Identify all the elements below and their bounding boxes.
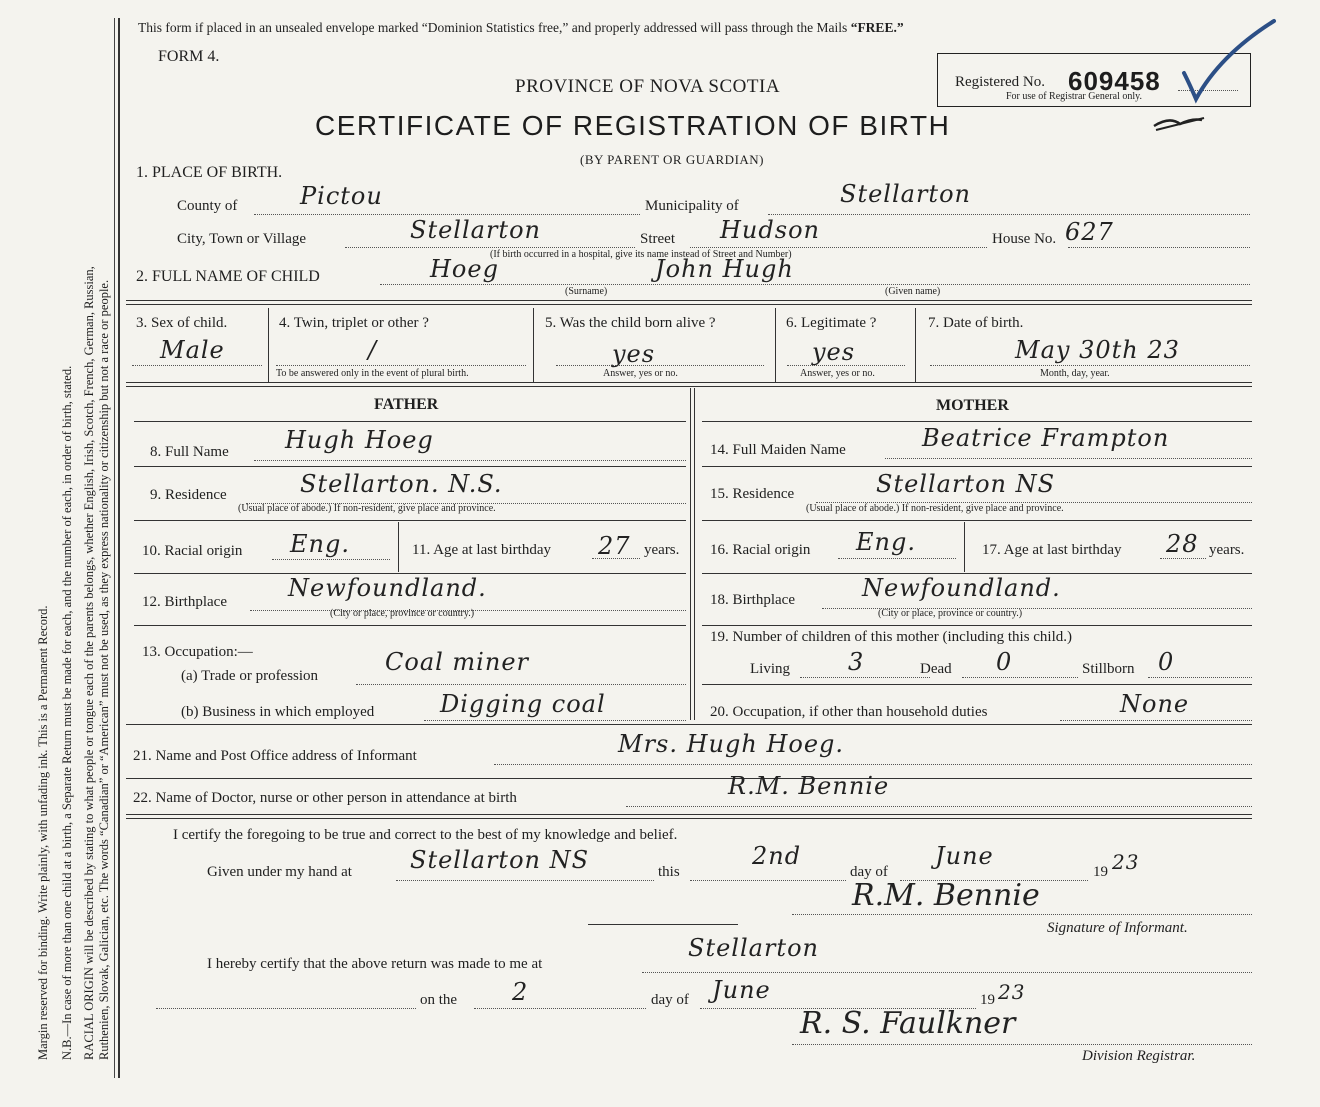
certify-statement: I certify the foregoing to be true and correct to the best of my knowledge and belief. [173, 827, 678, 843]
mother-residence-note: (Usual place of abode.) If non-resident, give place and province. [806, 503, 1064, 514]
registrar-note: For use of Registrar General only. [1006, 91, 1142, 102]
doctor-label: 22. Name of Doctor, nurse or other person in attendance at birth [133, 790, 517, 806]
registrar-place-value: Stellarton [688, 934, 819, 962]
mail-notice-text: This form if placed in an unsealed envelope marked “Dominion Statistics free,” and properly addressed will pass through the Mails [138, 20, 848, 35]
informant-label: 21. Name and Post Office address of Informant [133, 748, 417, 764]
municipality-label: Municipality of [645, 198, 739, 214]
birth-date-label: 7. Date of birth. [928, 315, 1024, 331]
father-heading: FATHER [374, 396, 439, 413]
municipality-value: Stellarton [840, 180, 971, 208]
father-business-value: Digging coal [440, 690, 606, 718]
alive-value: yes [612, 340, 656, 368]
father-business-label: (b) Business in which employed [181, 704, 375, 720]
stillborn-label: Stillborn [1082, 661, 1135, 677]
street-value: Hudson [720, 216, 820, 244]
mother-race-label: 16. Racial origin [710, 542, 811, 558]
mother-occupation-label: 20. Occupation, if other than household duties [710, 704, 988, 720]
given-month-value: June [935, 842, 994, 870]
dead-label: Dead [920, 661, 952, 677]
page-title: CERTIFICATE OF REGISTRATION OF BIRTH [315, 110, 951, 141]
birth-date-note: Month, day, year. [1040, 368, 1110, 379]
margin-rule-inner [118, 18, 120, 1078]
alive-note: Answer, yes or no. [603, 368, 678, 379]
mail-notice-free: “FREE.” [850, 20, 904, 35]
county-label: County of [177, 198, 238, 214]
mother-residence-value: Stellarton NS [876, 470, 1056, 498]
informant-value: Mrs. Hugh Hoeg. [618, 730, 845, 758]
twin-note: To be answered only in the event of plural birth. [276, 368, 469, 379]
child-surname: Hoeg [430, 255, 499, 283]
registrar-statement: I hereby certify that the above return was made to me at [207, 956, 543, 972]
margin-note-nb: N.B.—In case of more than one child at a birth, a Separate Return must be made for each, and the number of each, in order of birth, stated. [60, 365, 74, 1060]
mother-birthplace-label: 18. Birthplace [710, 592, 795, 608]
father-residence-label: 9. Residence [150, 487, 227, 503]
father-name-value: Hugh Hoeg [285, 426, 434, 454]
sex-label: 3. Sex of child. [136, 315, 228, 331]
mother-name-label: 14. Full Maiden Name [710, 442, 846, 458]
mother-occupation-value: None [1120, 690, 1190, 718]
father-age-unit: years. [644, 542, 680, 558]
margin-note-racial-origin: RACIAL ORIGIN will be described by stating to what people or tongue each of the parents belongs, whether English, Irish, Scotch, French, German, Russian, [82, 266, 96, 1060]
registrar-year-value: 23 [998, 980, 1026, 1004]
mother-age-label: 17. Age at last birthday [982, 542, 1122, 558]
alive-label: 5. Was the child born alive ? [545, 315, 716, 331]
father-occupation-label: 13. Occupation:— [142, 644, 253, 660]
margin-note-binding: Margin reserved for binding. Write plainly, with unfading ink. This is a Permanent Record. [36, 605, 50, 1060]
doctor-value: R.M. Bennie [728, 772, 890, 800]
twin-value: / [368, 336, 378, 364]
legitimate-value: yes [812, 338, 856, 366]
mother-birthplace-note: (City or place, province or country.) [878, 608, 1023, 619]
father-age-value: 27 [598, 532, 631, 560]
given-under-label: Given under my hand at [207, 864, 352, 880]
dead-value: 0 [996, 648, 1013, 676]
county-value: Pictou [300, 182, 383, 210]
legitimate-label: 6. Legitimate ? [786, 315, 877, 331]
checkmark-icon [1180, 15, 1280, 105]
mother-heading: MOTHER [936, 397, 1009, 414]
given-place-value: Stellarton NS [410, 846, 590, 874]
father-birthplace-value: Newfoundland. [288, 574, 487, 602]
registered-number: 609458 [1068, 66, 1161, 96]
city-value: Stellarton [410, 216, 541, 244]
father-race-label: 10. Racial origin [142, 543, 243, 559]
given-day-of-label: day of [850, 864, 888, 880]
strike-mark-icon [1150, 112, 1210, 134]
father-residence-value: Stellarton. N.S. [300, 470, 503, 498]
place-heading: 1. PLACE OF BIRTH. [136, 164, 283, 181]
street-label: Street [640, 231, 675, 247]
registrar-day-of-label: day of [651, 992, 689, 1008]
registrar-caption: Division Registrar. [1082, 1048, 1196, 1064]
child-name-label: 2. FULL NAME OF CHILD [136, 268, 320, 285]
province-heading: PROVINCE OF NOVA SCOTIA [515, 76, 781, 97]
surname-caption: (Surname) [565, 286, 608, 297]
page-subtitle: (BY PARENT OR GUARDIAN) [580, 152, 765, 167]
living-value: 3 [848, 648, 865, 676]
father-trade-label: (a) Trade or profession [181, 668, 319, 684]
form-number: FORM 4. [158, 48, 220, 65]
registrar-year-prefix: 19 [980, 992, 995, 1008]
hospital-note: (If birth occurred in a hospital, give its name instead of Street and Number) [490, 249, 792, 260]
registrar-signature: R. S. Faulkner [800, 1006, 1016, 1041]
house-label: House No. [992, 231, 1057, 247]
mother-age-value: 28 [1166, 530, 1199, 558]
registrar-on-the-label: on the [420, 992, 458, 1008]
father-residence-note: (Usual place of abode.) If non-resident, give place and province. [238, 503, 496, 514]
informant-signature-caption: Signature of Informant. [1047, 920, 1188, 936]
given-caption: (Given name) [885, 286, 941, 297]
this-label: this [658, 864, 680, 880]
given-year-value: 23 [1112, 850, 1140, 874]
father-age-label: 11. Age at last birthday [412, 542, 551, 558]
twin-label: 4. Twin, triplet or other ? [279, 315, 429, 331]
given-day-value: 2nd [752, 842, 802, 870]
informant-signature: R.M. Bennie [852, 878, 1040, 913]
city-label: City, Town or Village [177, 231, 307, 247]
sex-value: Male [160, 336, 225, 364]
child-given-name: John Hugh [655, 255, 794, 283]
mother-name-value: Beatrice Frampton [922, 424, 1170, 452]
father-birthplace-note: (City or place, province or country.) [330, 608, 475, 619]
given-year-prefix: 19 [1093, 864, 1108, 880]
mother-age-unit: years. [1209, 542, 1245, 558]
house-value: 627 [1065, 218, 1114, 246]
birth-date-value: May 30th 23 [1015, 336, 1180, 364]
mail-notice [138, 20, 904, 36]
mother-race-value: Eng. [856, 528, 916, 556]
registered-label: Registered No. [955, 74, 1045, 90]
mother-children-label: 19. Number of children of this mother (including this child.) [710, 629, 1073, 645]
mother-birthplace-value: Newfoundland. [862, 574, 1061, 602]
stillborn-value: 0 [1158, 648, 1175, 676]
margin-note-racial-origin-cont: Ruthenien, Slovak, Galician, etc. The words “Canadian” or “American” must not be used, as they express nationality or citizenship but not a race or people. [97, 279, 111, 1060]
margin-rule [114, 18, 115, 1078]
father-trade-value: Coal miner [385, 648, 529, 676]
registrar-day-value: 2 [512, 978, 529, 1006]
living-label: Living [750, 661, 790, 677]
mother-residence-label: 15. Residence [710, 486, 795, 502]
father-birthplace-label: 12. Birthplace [142, 594, 227, 610]
father-race-value: Eng. [290, 530, 350, 558]
father-name-label: 8. Full Name [150, 444, 229, 460]
legitimate-note: Answer, yes or no. [800, 368, 875, 379]
registrar-month-value: June [712, 976, 771, 1004]
